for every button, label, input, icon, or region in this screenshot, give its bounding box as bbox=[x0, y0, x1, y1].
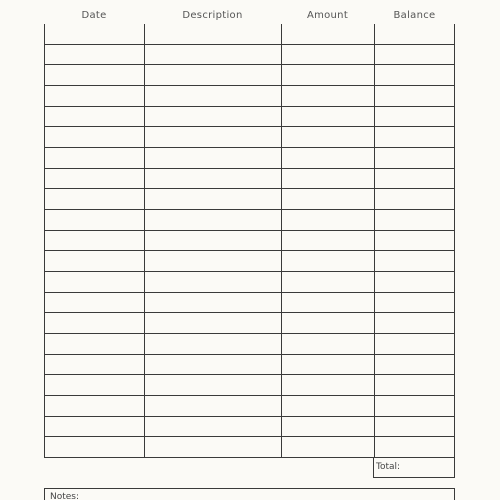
table-row[interactable] bbox=[45, 107, 454, 128]
table-row[interactable] bbox=[45, 45, 454, 66]
table-row[interactable] bbox=[45, 417, 454, 438]
table-row[interactable] bbox=[45, 231, 454, 252]
table-row[interactable] bbox=[45, 251, 454, 272]
table-row[interactable] bbox=[45, 65, 454, 86]
ledger-table bbox=[44, 24, 455, 458]
description-amount-divider bbox=[281, 24, 282, 458]
notes-box[interactable] bbox=[44, 488, 455, 500]
table-row[interactable] bbox=[45, 437, 454, 458]
table-row[interactable] bbox=[45, 293, 454, 314]
column-header-description: Description bbox=[182, 10, 243, 21]
table-row[interactable] bbox=[45, 334, 454, 355]
column-header-amount: Amount bbox=[306, 10, 349, 21]
notes-label: Notes: bbox=[50, 492, 80, 500]
table-row[interactable] bbox=[45, 210, 454, 231]
amount-balance-divider bbox=[374, 24, 375, 458]
table-header bbox=[0, 8, 500, 24]
column-header-date: Date bbox=[81, 10, 107, 21]
table-row[interactable] bbox=[45, 127, 454, 148]
table-row[interactable] bbox=[45, 396, 454, 417]
table-row[interactable] bbox=[45, 148, 454, 169]
total-box[interactable] bbox=[373, 458, 455, 478]
table-row[interactable] bbox=[45, 375, 454, 396]
table-row[interactable] bbox=[45, 189, 454, 210]
column-header-balance: Balance bbox=[393, 10, 436, 21]
table-row[interactable] bbox=[45, 86, 454, 107]
date-description-divider bbox=[144, 24, 145, 458]
table-row[interactable] bbox=[45, 272, 454, 293]
total-label: Total: bbox=[376, 462, 401, 472]
table-row[interactable] bbox=[45, 313, 454, 334]
table-row[interactable] bbox=[45, 355, 454, 376]
table-row[interactable] bbox=[45, 169, 454, 190]
table-row[interactable] bbox=[45, 24, 454, 45]
